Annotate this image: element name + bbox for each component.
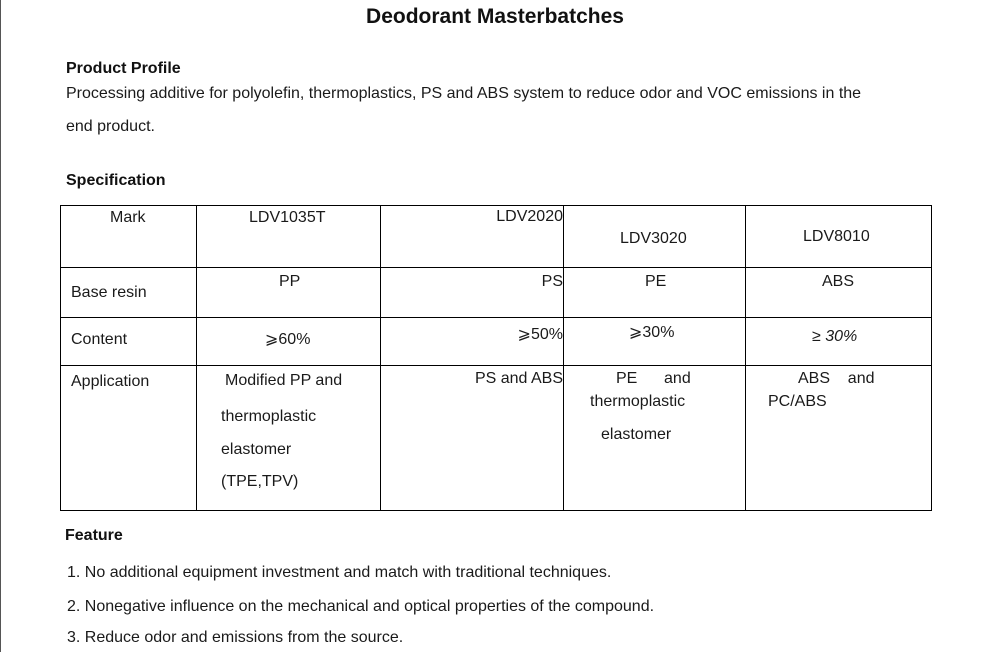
table-row-mark <box>61 206 932 268</box>
table-cell <box>381 366 564 511</box>
application-label: Application <box>71 373 150 390</box>
table-cell <box>61 206 197 268</box>
application-ldv3020-line-2: thermoplastic <box>590 393 686 410</box>
table-cell <box>746 206 932 268</box>
specification-table <box>60 205 932 511</box>
application-ldv1035t-line-2: thermoplastic <box>221 408 317 425</box>
table-cell <box>197 318 381 366</box>
mark-ldv2020: LDV2020 <box>496 208 563 225</box>
base-resin-ldv3020: PE <box>645 273 667 290</box>
feature-item-2: 2. Nonegative influence on the mechanical and optical properties of the compound. <box>67 598 655 615</box>
mark-ldv8010: LDV8010 <box>803 228 870 245</box>
page-title: Deodorant Masterbatches <box>366 5 624 28</box>
table-cell <box>746 268 932 318</box>
table-cell <box>564 268 746 318</box>
table-cell <box>197 366 381 511</box>
base-resin-ldv2020: PS <box>541 273 563 290</box>
page-left-border <box>0 0 1 652</box>
table-cell <box>197 268 381 318</box>
mark-ldv1035t: LDV1035T <box>249 209 326 226</box>
table-cell <box>381 318 564 366</box>
product-profile-line-2: end product. <box>66 118 155 135</box>
table-cell <box>564 318 746 366</box>
mark-label: Mark <box>110 209 146 226</box>
application-ldv3020-line-3: elastomer <box>601 426 672 443</box>
application-ldv8010-line-1: ABS and <box>798 370 875 387</box>
table-cell <box>61 366 197 511</box>
table-cell <box>564 366 746 511</box>
table-cell <box>61 318 197 366</box>
content-ldv3020: ⩾30% <box>629 324 675 341</box>
table-cell <box>197 206 381 268</box>
application-ldv1035t-line-4: (TPE,TPV) <box>221 473 299 490</box>
content-ldv1035t: ⩾60% <box>265 331 311 348</box>
content-label: Content <box>71 331 128 348</box>
base-resin-label: Base resin <box>71 284 147 301</box>
specification-heading: Specification <box>66 172 166 189</box>
feature-item-1: 1. No additional equipment investment and match with traditional techniques. <box>67 564 612 581</box>
table-cell <box>381 206 564 268</box>
product-profile-line-1: Processing additive for polyolefin, thermoplastics, PS and ABS system to reduce odor and VOC emissions in the <box>66 85 862 102</box>
table-row-content <box>61 318 932 366</box>
table-cell <box>746 366 932 511</box>
application-ldv1035t-line-1: Modified PP and <box>225 372 343 389</box>
product-profile-heading: Product Profile <box>66 60 181 77</box>
feature-heading: Feature <box>65 527 123 544</box>
content-ldv8010: ≥ 30% <box>812 328 858 345</box>
base-resin-ldv1035t: PP <box>279 273 301 290</box>
table-cell <box>61 268 197 318</box>
table-cell <box>746 318 932 366</box>
table-row-application <box>61 366 932 511</box>
application-ldv3020-line-1: PE and <box>616 370 691 387</box>
table-cell <box>381 268 564 318</box>
table-row-base-resin <box>61 268 932 318</box>
base-resin-ldv8010: ABS <box>822 273 855 290</box>
application-ldv1035t-line-3: elastomer <box>221 441 292 458</box>
application-ldv2020: PS and ABS <box>474 370 563 387</box>
application-ldv8010-line-2: PC/ABS <box>768 393 827 410</box>
mark-ldv3020: LDV3020 <box>620 230 687 247</box>
table-cell <box>564 206 746 268</box>
feature-item-3: 3. Reduce odor and emissions from the source. <box>67 629 404 646</box>
content-ldv2020: ⩾50% <box>517 326 563 343</box>
